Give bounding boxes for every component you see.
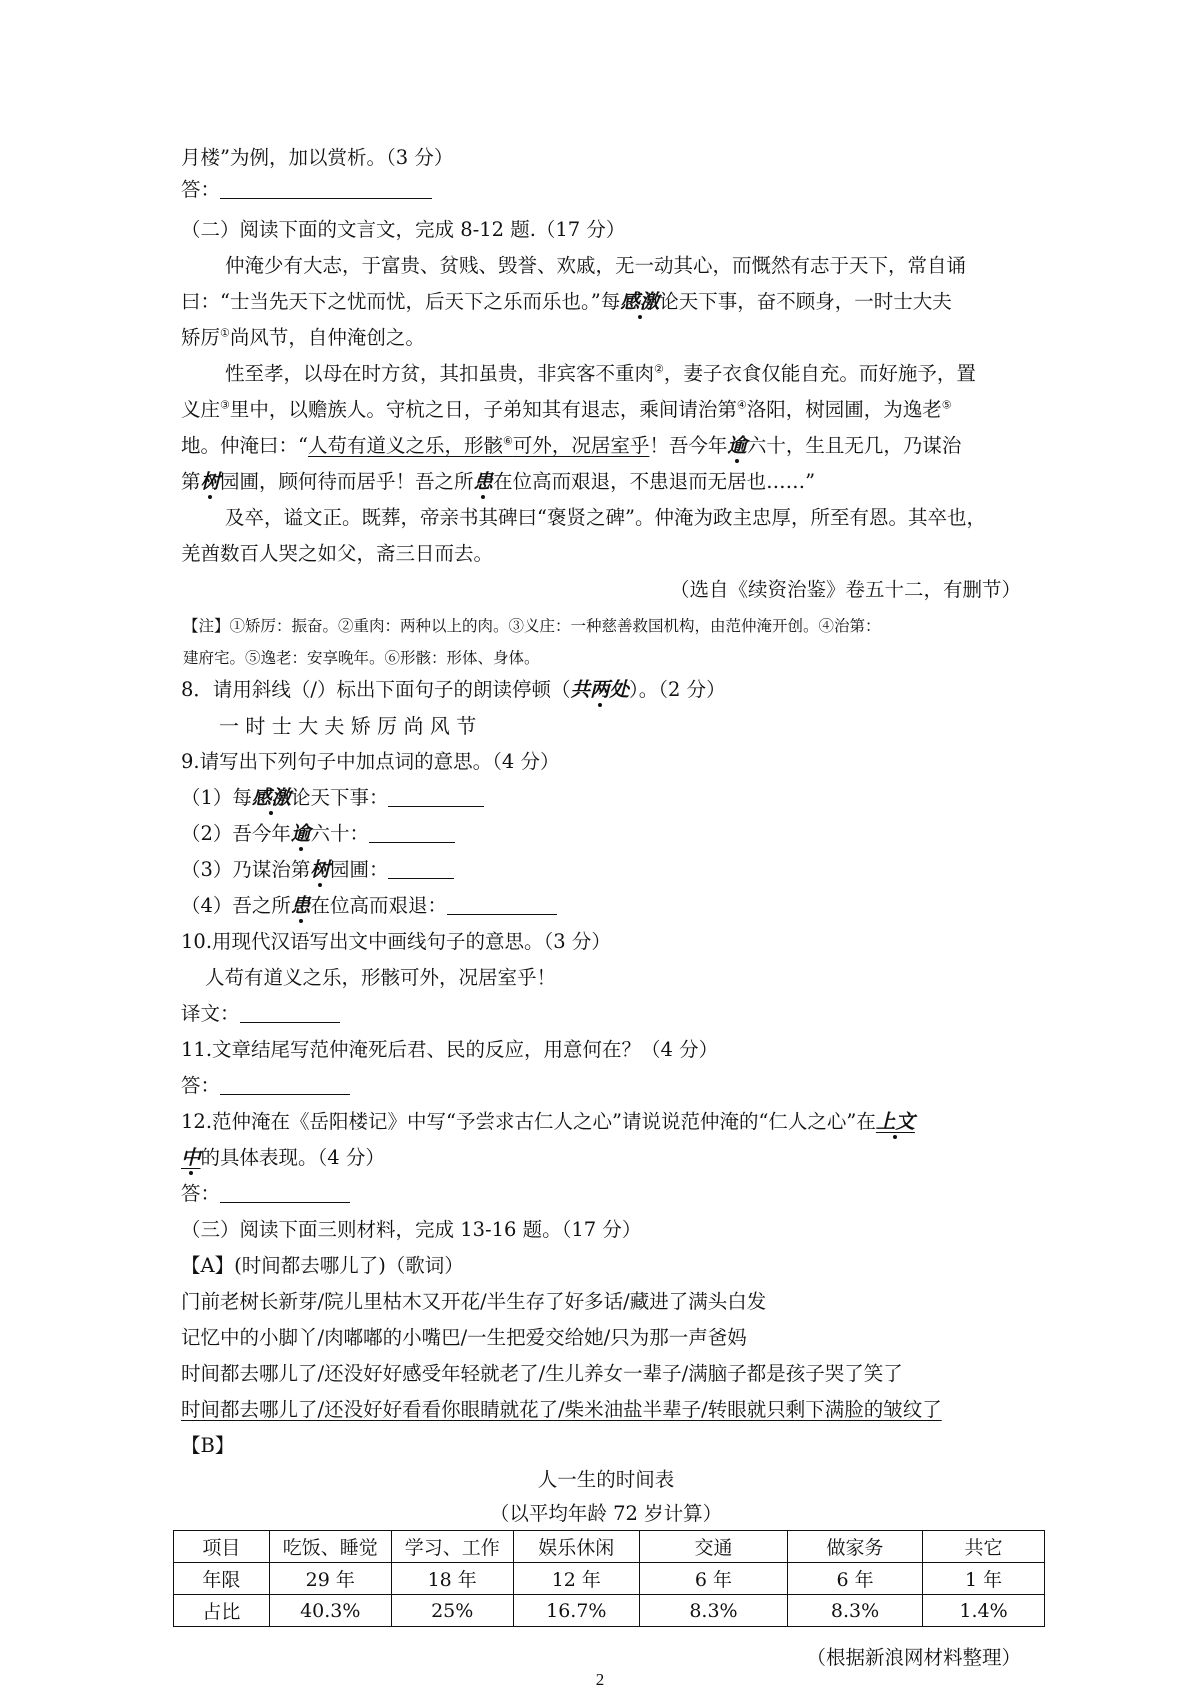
- table-cell: 占比: [174, 1595, 270, 1627]
- table-cell: 18 年: [391, 1563, 513, 1595]
- table-cell: 学习、工作: [391, 1531, 513, 1563]
- passage-line: 仲淹少有大志，于富贵、贫贱、毁誉、欢戚，无一动其心，而慨然有志于天下，常自诵: [225, 254, 967, 277]
- table-cell: 29 年: [269, 1563, 391, 1595]
- question-10-sentence: 人苟有道义之乐，形骸可外，况居室乎！: [205, 966, 557, 989]
- table-cell: 8.3%: [639, 1595, 787, 1627]
- answer-blank[interactable]: [220, 176, 432, 199]
- answer-blank[interactable]: [220, 1072, 350, 1095]
- table-cell: 1.4%: [923, 1595, 1045, 1627]
- answer-line: 答：: [181, 1176, 1031, 1212]
- question-8: 8．请用斜线（/）标出下面句子的朗读停顿（共两处）。（2 分）: [181, 678, 726, 701]
- table-row: [174, 1595, 1045, 1627]
- question-9-item: （3）乃谋治第树园圃：: [181, 852, 1031, 888]
- table-cell: 6 年: [788, 1563, 923, 1595]
- passage-line: 义庄③里中，以赡族人。守杭之日，子弟知其有退志，乘间请治第④洛阳，树园圃，为逸老⑤: [181, 398, 952, 421]
- question-9: 9.请写出下列句子中加点词的意思。（4 分）: [181, 750, 560, 773]
- answer-line: 答：: [181, 172, 1031, 208]
- table-title: 人一生的时间表: [537, 1468, 675, 1491]
- table-row: [174, 1563, 1045, 1595]
- table-header-row: [174, 1531, 1045, 1563]
- question-9-item: （1）每感激论天下事：: [181, 780, 1031, 816]
- table-cell: 40.3%: [269, 1595, 391, 1627]
- table-cell: 共它: [923, 1531, 1045, 1563]
- text-line: 月楼”为例，加以赏析。（3 分）: [181, 146, 454, 169]
- table-subtitle: （以平均年龄 72 岁计算）: [489, 1502, 723, 1525]
- question-9-item: （2）吾今年逾六十：: [181, 816, 1031, 852]
- answer-blank[interactable]: [388, 856, 454, 879]
- footnote-line: 建府宅。⑤逸老：安享晚年。⑥形骸：形体、身体。: [183, 649, 540, 667]
- passage-source: （选自《续资治鉴》卷五十二，有删节）: [669, 578, 1021, 601]
- answer-blank[interactable]: [369, 820, 455, 843]
- table-cell: 娱乐休闲: [513, 1531, 639, 1563]
- passage-line: 曰：“士当先天下之忧而忧，后天下之乐而乐也。”每感激论天下事，奋不顾身，一时士大夫: [181, 290, 952, 313]
- table-cell: 年限: [174, 1563, 270, 1595]
- lyric-line: 时间都去哪儿了/还没好好感受年轻就老了/生儿养女一辈子/满脑子都是孩子哭了笑了: [181, 1362, 903, 1385]
- question-10: 10.用现代汉语写出文中画线句子的意思。（3 分）: [181, 930, 611, 953]
- passage-line: 羌酋数百人哭之如父，斋三日而去。: [181, 542, 494, 565]
- table-cell: 8.3%: [788, 1595, 923, 1627]
- answer-line: 译文：: [181, 996, 1031, 1032]
- answer-line: 答：: [181, 1068, 1031, 1104]
- table-cell: 做家务: [788, 1531, 923, 1563]
- question-8-sentence[interactable]: 一 时 士 大 夫 矫 厉 尚 风 节: [219, 714, 477, 738]
- table-cell: 交通: [639, 1531, 787, 1563]
- material-a-title: 【A】(时间都去哪儿了)（歌词）: [181, 1254, 464, 1277]
- passage-line: 第树园圃，顾何待而居乎！吾之所患在位高而艰退，不患退而无居也……”: [181, 470, 816, 493]
- passage-line: 矫厉①尚风节，自仲淹创之。: [181, 326, 425, 349]
- table-source: （根据新浪网材料整理）: [806, 1646, 1021, 1669]
- passage-line: 及卒，谥文正。既葬，帝亲书其碑曰“褒贤之碑”。仲淹为政主忠厚，所至有恩。其卒也，: [225, 506, 986, 529]
- table-cell: 吃饭、睡觉: [269, 1531, 391, 1563]
- footnote-line: 【注】①矫厉：振奋。②重肉：两种以上的肉。③义庄：一种慈善救国机构，由范仲淹开创。④治第：: [183, 617, 881, 635]
- passage-line: 地。仲淹曰：“人苟有道义之乐，形骸⑥可外，况居室乎！吾今年逾六十，生且无几，乃谋治: [181, 434, 962, 457]
- time-table: [173, 1530, 1045, 1627]
- table-cell: 12 年: [513, 1563, 639, 1595]
- table-cell: 1 年: [923, 1563, 1045, 1595]
- answer-blank[interactable]: [447, 892, 557, 915]
- table-cell: 6 年: [639, 1563, 787, 1595]
- answer-blank[interactable]: [388, 784, 484, 807]
- material-b-title: 【B】: [181, 1434, 235, 1457]
- table-cell: 25%: [391, 1595, 513, 1627]
- page-number: 2: [595, 1670, 605, 1689]
- table-cell: 16.7%: [513, 1595, 639, 1627]
- question-11: 11.文章结尾写范仲淹死后君、民的反应，用意何在？（4 分）: [181, 1038, 719, 1061]
- question-9-item: （4）吾之所患在位高而艰退：: [181, 888, 1031, 924]
- section-2-title: （二）阅读下面的文言文，完成 8-12 题.（17 分）: [181, 218, 626, 241]
- lyric-line: 记忆中的小脚丫/肉嘟嘟的小嘴巴/一生把爱交给她/只为那一声爸妈: [181, 1326, 747, 1349]
- answer-blank[interactable]: [240, 1000, 340, 1023]
- passage-line: 性至孝，以母在时方贫，其扣虽贵，非宾客不重肉②，妻子衣食仅能自充。而好施予，置: [225, 362, 976, 385]
- answer-blank[interactable]: [220, 1180, 350, 1203]
- lyric-line: 时间都去哪儿了/还没好好看看你眼睛就花了/柴米油盐半辈子/转眼就只剩下满脸的皱纹了: [181, 1398, 942, 1421]
- underlined-sentence: 人苟有道义之乐，形骸⑥可外，况居室乎: [307, 434, 650, 457]
- question-12: 中的具体表现。（4 分）: [181, 1146, 385, 1169]
- section-3-title: （三）阅读下面三则材料，完成 13-16 题。（17 分）: [181, 1218, 642, 1241]
- table-cell: 项目: [174, 1531, 270, 1563]
- question-12: 12.范仲淹在《岳阳楼记》中写“予尝求古仁人之心”请说说范仲淹的“仁人之心”在上文: [181, 1110, 915, 1133]
- lyric-line: 门前老树长新芽/院儿里枯木又开花/半生存了好多话/藏进了满头白发: [181, 1290, 767, 1313]
